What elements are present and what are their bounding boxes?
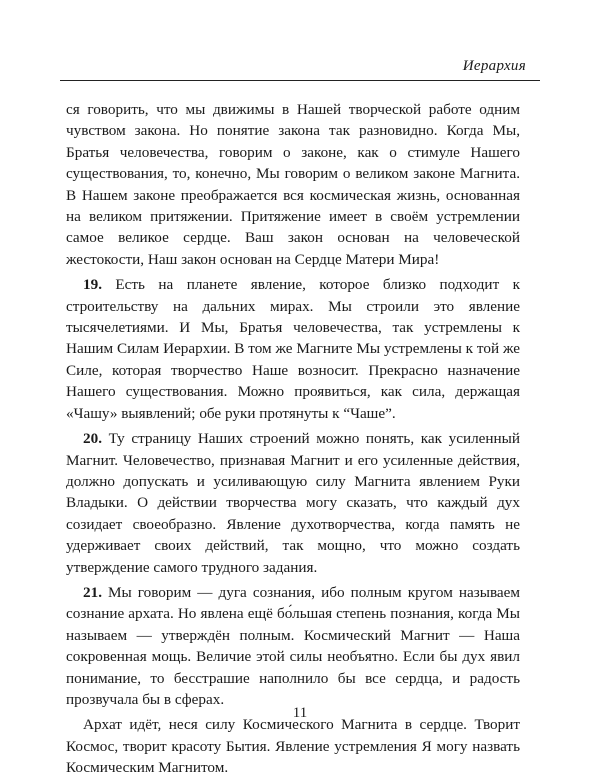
running-title: Иерархия (462, 58, 526, 74)
paragraph-text: Ту страницу Наших строений можно понять, как усиленный Магнит. Человечество, признавая Магнит и его усиленные действия, должно допускать и усиливающую силу Магнита явлением Руки Владыки. О действии творчества могу сказать, что каждый дух созидает своеобразно. Явление духотворчества, когда память не удерживает своих действий, так мощно, что можно создать утверждение самого трудного задания. (66, 430, 520, 576)
paragraph-text: ся говорить, что мы движимы в Нашей творческой работе одним чувством закона. Но понятие закона так разновидно. Когда Мы, Братья человечества, говорим о законе, как о стимуле Нашего существования, то, конечно, Мы говорим о великом законе Магнита. В Нашем законе преображается вся космическая жизнь, основанная на великом притяжении. Притяжение имеет в своём устремлении самое великое сердце. Ваш закон основан на человеческой жестокости, Наш закон основан на Сердце Матери Мира! (66, 101, 520, 268)
paragraph-text: Архат идёт, неся силу Космического Магнита в сердце. Творит Космос, творит красоту Бытия. Явление устремления Я могу назвать Космическим Магнитом. (66, 716, 520, 777)
paragraph-text: Есть на планете явление, которое близко подходит к строительству на дальних мирах. Мы строили это явление тысячелетиями. И Мы, Братья человечества, так устремлены к Нашим Силам Иерархии. В том же Магните Мы устремлены к той же Силе, которая творчество Наше возносит. Прекрасно назначение Нашего существования. Можно проявиться, как сила, держащая «Чашу» выявлений; обе руки протянуты к “Чаше”. (66, 276, 520, 422)
paragraph-number: 19. (83, 276, 102, 294)
paragraph-number: 21. (83, 583, 102, 601)
running-head (60, 58, 540, 81)
paragraph-continuation (66, 99, 520, 270)
paragraph-20 (66, 428, 520, 578)
paragraph-21 (66, 582, 520, 710)
paragraph-19 (66, 274, 520, 424)
page-number: 11 (292, 705, 308, 721)
paragraph-number: 20. (83, 430, 102, 448)
paragraph-text: Мы говорим — дуга сознания, ибо полным кругом называем сознание архата. Но явлена ещё бо́льшая степень познания, когда Мы называем — утверждён полным. Космический Магнит — Наша сокровенная мощь. Величие этой силы необъятно. Если бы дух явил понимание, то бесстрашие наполнило бы все сердца, и радость прозвучала бы в сферах. (66, 583, 521, 708)
paragraph-arhat (66, 714, 520, 778)
body-text (66, 99, 520, 779)
